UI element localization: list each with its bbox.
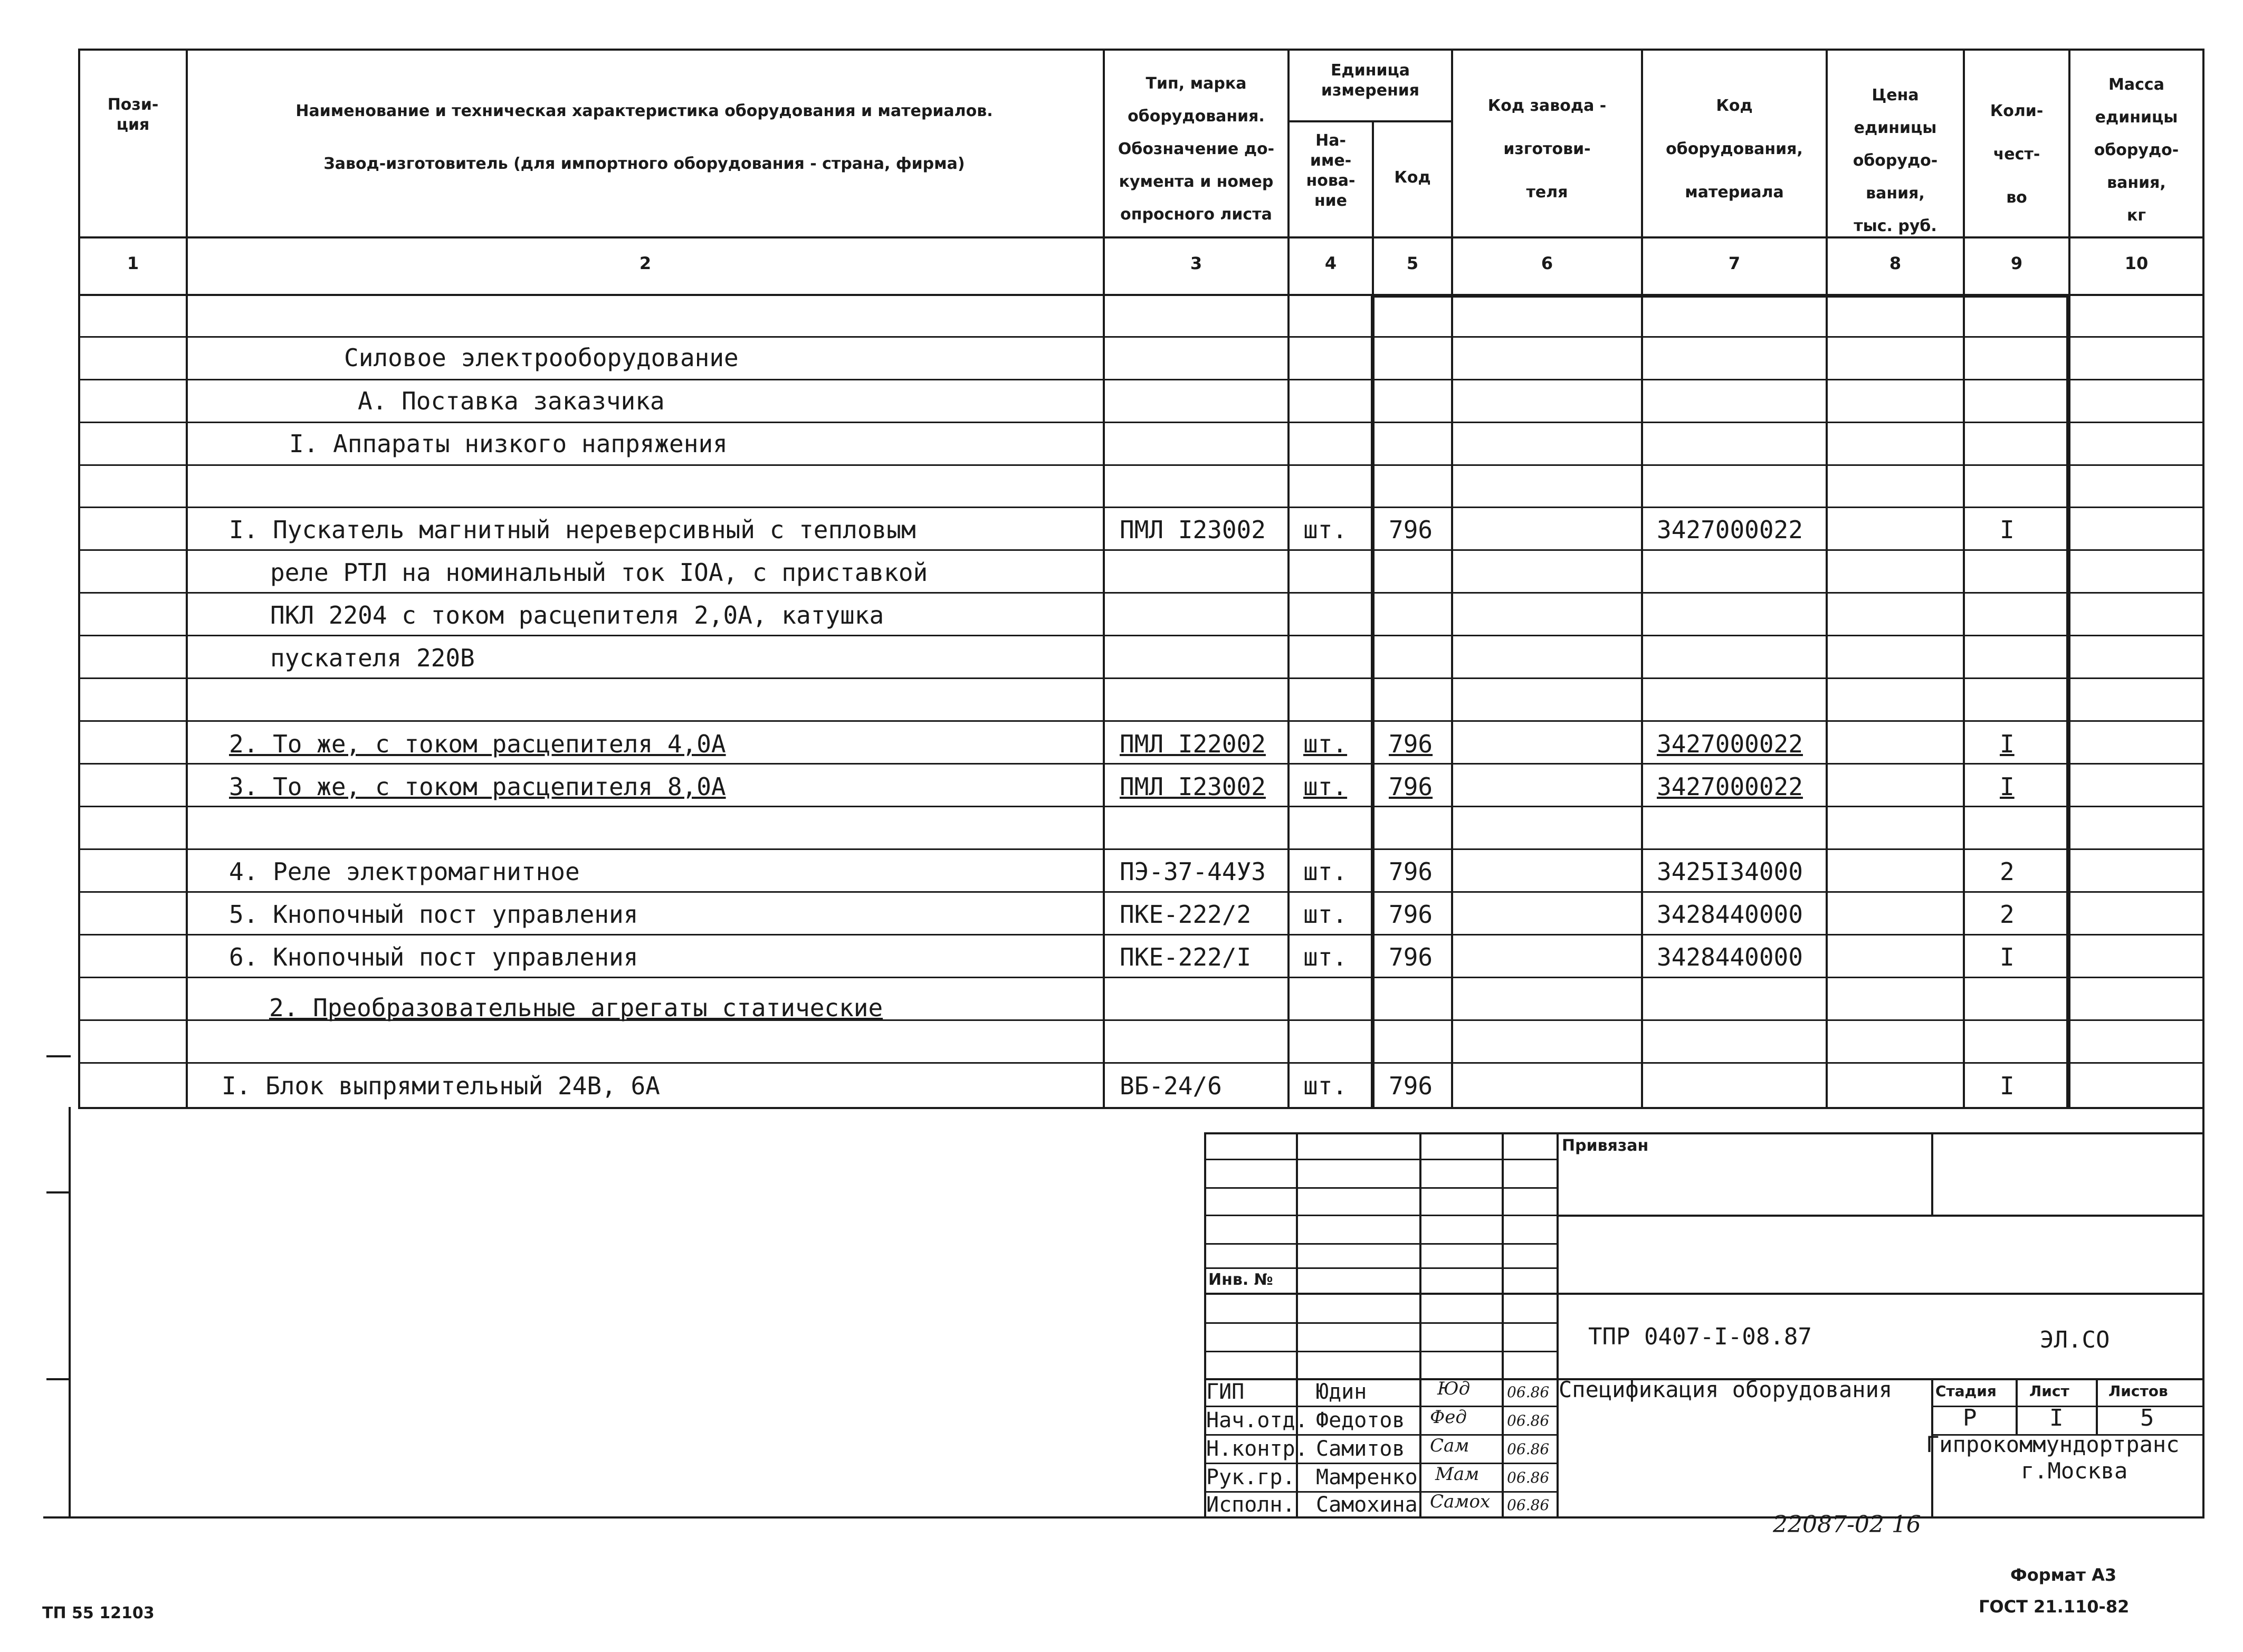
item-unit: шт.	[1303, 857, 1348, 886]
col-number: 6	[1541, 253, 1553, 273]
archive-number: 22087-02 16	[1773, 1511, 1921, 1538]
item-type: ВБ-24/6	[1120, 1072, 1222, 1100]
sign-date: 06.86	[1507, 1412, 1550, 1429]
item-qty: 2	[2000, 900, 2015, 929]
signature: Мам	[1435, 1464, 1480, 1485]
stage-label: Стадия	[1935, 1382, 1997, 1400]
gost-standard: ГОСТ 21.110-82	[1979, 1597, 2130, 1617]
item-name: 3. То же, с током расцепителя 8,0А	[229, 772, 726, 801]
organization-city: г.Москва	[2021, 1458, 2128, 1484]
signer-role: Н.контр.	[1206, 1437, 1308, 1461]
item-unit-code: 796	[1389, 900, 1433, 929]
item-unit-code: 796	[1389, 1072, 1433, 1100]
signer-name: Юдин	[1316, 1380, 1367, 1404]
col-number: 7	[1728, 253, 1741, 273]
sheet-label: Лист	[2029, 1382, 2069, 1400]
col-number: 3	[1190, 253, 1202, 273]
item-name: 4. Реле электромагнитное	[229, 857, 580, 886]
item-type: ПКЕ-222/2	[1120, 900, 1252, 929]
item-unit: шт.	[1303, 772, 1348, 801]
header-type: Тип, марка оборудования. Обозначение до- кумента и номер опросного листа	[1118, 74, 1275, 224]
sheet-format: Формат А3	[2010, 1565, 2117, 1585]
section-heading: А. Поставка заказчика	[358, 387, 665, 415]
document-title: Спецификация оборудования	[1559, 1377, 1893, 1402]
item-unit: шт.	[1303, 515, 1348, 544]
header-equip-code: Код оборудования, материала	[1666, 97, 1803, 202]
attached-label: Привязан	[1562, 1137, 1649, 1155]
signer-role: ГИП	[1206, 1380, 1245, 1404]
organization-name: Гипрокоммундортранс	[1926, 1431, 2180, 1457]
item-name: I. Пускатель магнитный нереверсивный с тепловым	[229, 515, 916, 544]
signer-name: Мамренко	[1316, 1465, 1418, 1489]
sheets-label: Листов	[2108, 1382, 2168, 1400]
item-type: ПКЕ-222/I	[1120, 943, 1252, 971]
item-equip-code: 3428440000	[1657, 943, 1803, 971]
item-name: 6. Кнопочный пост управления	[229, 943, 638, 971]
header-name-line1: Наименование и техническая характеристика оборудования и материалов.	[295, 102, 993, 120]
col-number: 2	[639, 253, 652, 273]
item-qty: I	[2000, 772, 2015, 801]
inventory-number-label: Инв. №	[1208, 1271, 1273, 1289]
item-unit-code: 796	[1389, 730, 1433, 758]
item-name: 5. Кнопочный пост управления	[229, 900, 638, 929]
item-unit-code: 796	[1389, 857, 1433, 886]
item-unit: шт.	[1303, 943, 1348, 971]
header-price: Цена единицы оборудо- вания, тыс. руб.	[1853, 86, 1938, 235]
signature: Сам	[1430, 1435, 1469, 1456]
col-number: 4	[1324, 253, 1337, 273]
header-unit-name: На- име- нова- ние	[1306, 131, 1356, 210]
item-equip-code: 3427000022	[1657, 772, 1803, 801]
col-number: 1	[127, 253, 139, 273]
item-qty: I	[2000, 1072, 2015, 1100]
signer-name: Самохина	[1316, 1493, 1418, 1517]
sign-date: 06.86	[1507, 1383, 1550, 1401]
header-mass: Масса единицы оборудо- вания, кг	[2094, 75, 2179, 225]
header-plant-code: Код завода - изготови- теля	[1487, 97, 1607, 202]
item-equip-code: 3425I34000	[1657, 857, 1803, 886]
item-unit: шт.	[1303, 730, 1348, 758]
header-qty: Коли- чест- во	[1990, 102, 2044, 207]
print-stamp: ТП 55 12103	[42, 1604, 155, 1622]
signer-name: Федотов	[1316, 1408, 1405, 1433]
signature: Юд	[1437, 1378, 1471, 1399]
item-equip-code: 3427000022	[1657, 730, 1803, 758]
sign-date: 06.86	[1507, 1496, 1550, 1514]
header-unit-code: Код	[1394, 168, 1431, 187]
item-qty: 2	[2000, 857, 2015, 886]
item-name-continued: реле РТЛ на номинальный ток IOA, с приставкой	[270, 558, 928, 587]
item-name-continued: пускателя 220В	[270, 644, 475, 672]
header-position: Пози- ция	[107, 96, 159, 134]
signer-role: Нач.отд.	[1206, 1408, 1308, 1433]
header-name-line2: Завод-изготовитель (для импортного оборудования - страна, фирма)	[323, 155, 965, 173]
col-number: 5	[1406, 253, 1419, 273]
item-qty: I	[2000, 515, 2015, 544]
col-number: 10	[2124, 253, 2149, 273]
item-qty: I	[2000, 730, 2015, 758]
document-code: ТПР 0407-I-08.87	[1588, 1323, 1812, 1350]
item-equip-code: 3428440000	[1657, 900, 1803, 929]
item-name-continued: ПКЛ 2204 с током расцепителя 2,0А, катушка	[270, 601, 884, 629]
signer-name: Самитов	[1316, 1437, 1405, 1461]
sheet-value: I	[2049, 1405, 2064, 1431]
item-unit: шт.	[1303, 1072, 1348, 1100]
item-equip-code: 3427000022	[1657, 515, 1803, 544]
sign-date: 06.86	[1507, 1440, 1550, 1458]
sign-date: 06.86	[1507, 1469, 1550, 1486]
item-type: ПМЛ I22002	[1120, 730, 1266, 758]
signer-role: Рук.гр.	[1206, 1465, 1295, 1489]
item-qty: I	[2000, 943, 2015, 971]
sheets-value: 5	[2140, 1405, 2154, 1431]
signature: Самох	[1430, 1491, 1491, 1512]
item-name: I. Блок выпрямительный 24В, 6А	[222, 1072, 660, 1100]
col-number: 9	[2010, 253, 2023, 273]
col-number: 8	[1889, 253, 1902, 273]
section-heading: 2. Преобразовательные агрегаты статические	[269, 994, 883, 1022]
item-type: ПМЛ I23002	[1120, 772, 1266, 801]
signature: Фед	[1430, 1407, 1467, 1428]
header-unit-group: Единица измерения	[1321, 61, 1420, 100]
item-type: ПЭ-37-44У3	[1120, 857, 1266, 886]
item-unit-code: 796	[1389, 772, 1433, 801]
item-unit-code: 796	[1389, 943, 1433, 971]
section-heading: I. Аппараты низкого напряжения	[289, 429, 728, 458]
item-unit: шт.	[1303, 900, 1348, 929]
signer-role: Исполн.	[1206, 1493, 1295, 1517]
item-name: 2. То же, с током расцепителя 4,0А	[229, 730, 726, 758]
section-heading: Силовое электрооборудование	[344, 343, 739, 372]
item-unit-code: 796	[1389, 515, 1433, 544]
item-type: ПМЛ I23002	[1120, 515, 1266, 544]
document-mark: ЭЛ.СО	[2040, 1326, 2110, 1353]
stage-value: Р	[1963, 1405, 1977, 1431]
